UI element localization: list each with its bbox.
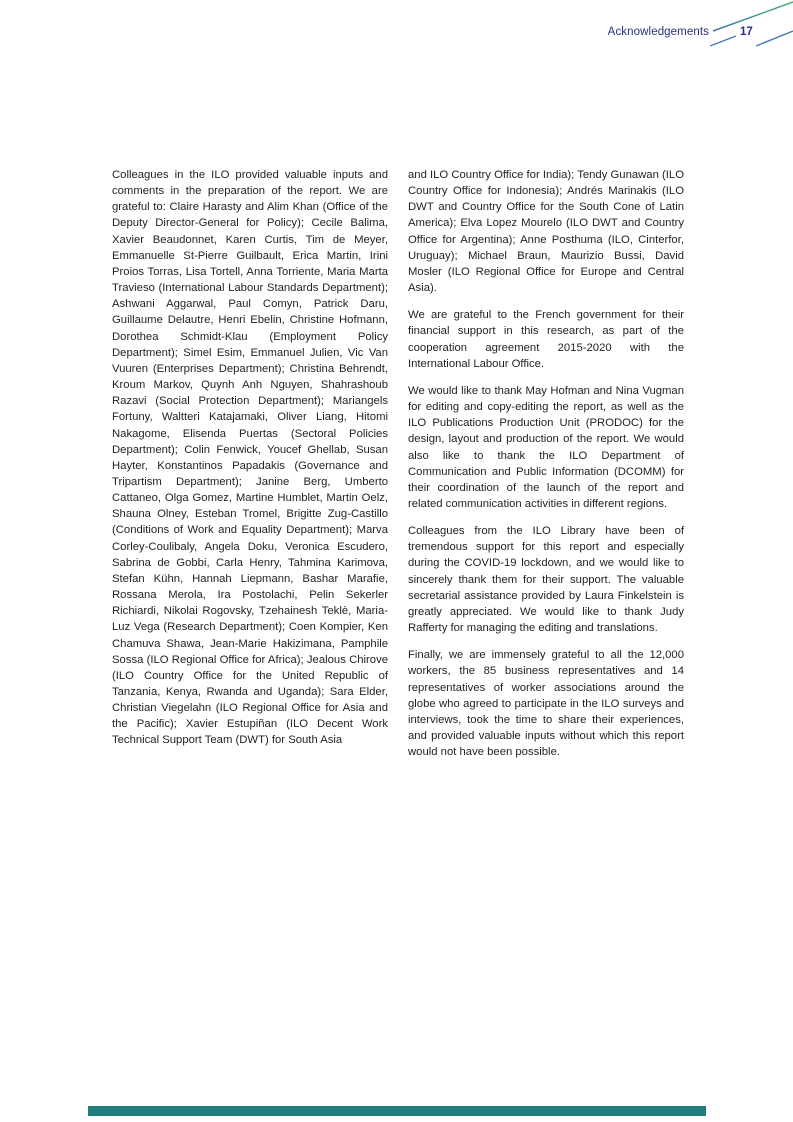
running-header-title: Acknowledgements: [607, 26, 709, 38]
body-text-columns: [112, 167, 684, 771]
paragraph: We are grateful to the French government for their financial support in this research, as part of the cooperation agreement 2015-2020 with the International Labour Office.: [408, 309, 684, 370]
left-column: [112, 167, 388, 771]
paragraph: Finally, we are immensely grateful to all the 12,000 workers, the 85 business representatives and 14 representatives of worker associations around the globe who agreed to participate in the ILO surveys and interviews, took the time to share their experiences, and provided valuable inputs without which this report would not have been possible.: [408, 649, 684, 759]
paragraph: Colleagues from the ILO Library have been of tremendous support for this report and especially during the COVID-19 lockdown, and we would like to sincerely thank them for their support. The valuable secretarial assistance provided by Laura Finkelstein is greatly appreciated. We would like to thank Judy Rafferty for managing the editing and translations.: [408, 525, 684, 635]
footer-accent-bar: [88, 1106, 706, 1116]
gradient-diagonal-line: [713, 2, 793, 31]
paragraph: We would like to thank May Hofman and Nina Vugman for editing and copy-editing the report, as well as the ILO Publications Production Unit (PRODOC) for the design, layout and production of the report. We would also like to thank the ILO Department of Communication and Public Information (DCOMM) for their coordination of the launch of the report and related communication activities in different regions.: [408, 384, 684, 510]
short-diagonal-line: [710, 36, 736, 46]
paragraph: and ILO Country Office for India); Tendy Gunawan (ILO Country Office for Indonesia); Andrés Marinakis (ILO DWT and Country Office for the South Cone of Latin America); Elva Lopez Mourelo (ILO DWT and Country Office for Argentina); Anne Posthuma (ILO, Cinterfor, Uruguay); Michael Braun, Maurizio Bussi, David Mosler (ILO Regional Office for Europe and Central Asia).: [408, 169, 684, 295]
right-column: [408, 167, 684, 771]
page-number: 17: [740, 26, 753, 38]
paragraph: Colleagues in the ILO provided valuable inputs and comments in the preparation of the report. We are grateful to: Claire Harasty and Alim Khan (Office of the Deputy Director-General for Policy); Cecile Balima, Xavier Beaudonnet, Karen Curtis, Tim de Meyer, Emmanuelle St-Pierre Guilbault, Erica Martin, Irini Proios Torras, Lisa Tortell, Anna Torriente, Maria Marta Travieso (International Labour Standards Department); Ashwani Aggarwal, Paul Comyn, Patrick Daru, Guillaume Delautre, Henri Ebelin, Christine Hofmann, Dorothea Schmidt-Klau (Employment Policy Department); Simel Esim, Emmanuel Julien, Vic Van Vuuren (Enterprises Department); Christina Behrendt, Kroum Markov, Quynh Anh Nguyen, Shahrashoub Razavi (Social Protection Department); Mariangels Fortuny, Waltteri Katajamaki, Oliver Liang, Hitomi Nakagome, Elisenda Puertas (Sectoral Policies Department); Colin Fenwick, Youcef Ghellab, Susan Hayter, Konstantinos Papadakis (Governance and Tripartism Department); Janine Berg, Umberto Cattaneo, Olga Gomez, Martine Humblet, Martin Oelz, Shauna Olney, Esteban Tromel, Brigitte Zug-Castillo (Conditions of Work and Equality Department); Marva Corley-Coulibaly, Angela Doku, Veronica Escudero, Sabrina de Gobbi, Carla Henry, Tahmina Karimova, Stefan Kühn, Hannah Liepmann, Bashar Marafie, Rossana Merola, Ira Postolachi, Pelin Sekerler Richiardi, Nikolai Rogovsky, Tzehainesh Teklè, Maria-Luz Vega (Research Department); Coen Kompier, Ken Chamuva Shawa, Jean-Marie Hakizimana, Pamphile Sossa (ILO Regional Office for Africa); Jealous Chirove (ILO Country Office for the United Republic of Tanzania, Kenya, Rwanda and Uganda); Sara Elder, Christian Viegelahn (ILO Regional Office for Asia and the Pacific); Xavier Estupiñan (ILO Decent Work Technical Support Team (DWT) for South Asia: [112, 169, 388, 747]
right-diagonal-line: [756, 31, 793, 46]
